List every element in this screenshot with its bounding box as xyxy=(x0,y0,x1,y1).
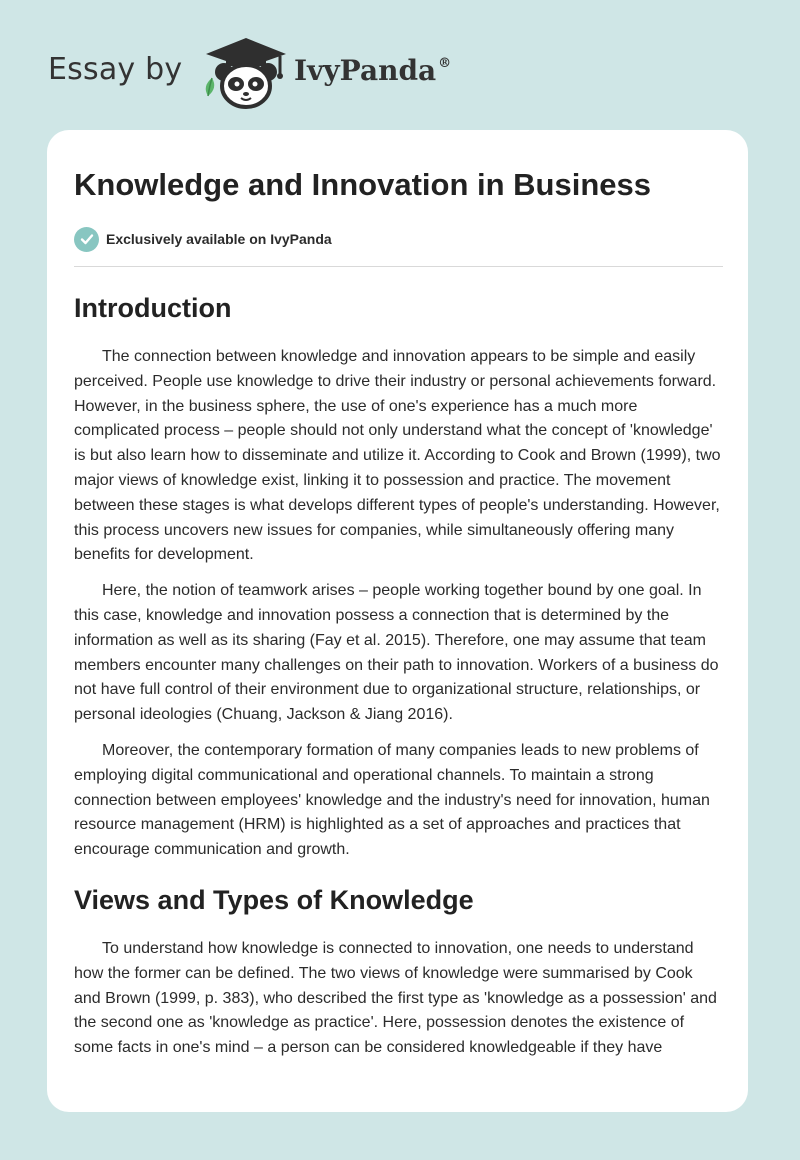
paragraph: Here, the notion of teamwork arises – people working together bound by one goal. In this case, knowledge and innovation possess a connection that is determined by the information as well as its sharing (Fay et al. 2015). Therefore, one may assume that team members encounter many challenges on their path to innovation. Workers of a business do not have full control of their environment due to organizational structure, relationships, or personal ideologies (Chuang, Jackson & Jiang 2016). xyxy=(74,582,719,724)
site-header xyxy=(0,0,800,130)
exclusive-badge xyxy=(74,226,723,252)
check-icon xyxy=(74,227,99,252)
article-body xyxy=(74,166,723,1061)
paragraph: The connection between knowledge and innovation appears to be simple and easily perceived. People use knowledge to drive their industry or personal achievements forward. However, in the business sphere, the use of one's experience has a much more complicated process – people should not only understand what the concept of 'knowledge' is but also learn how to disseminate and utilize it. According to Cook and Brown (1999), two major views of knowledge exist, linking it to possession and practice. The movement between these stages is what develops different types of people's understanding. However, this process uncovers new issues for companies, while simultaneously offering many benefits for development. xyxy=(74,348,721,564)
badge-text: Exclusively available on IvyPanda xyxy=(106,231,332,247)
divider xyxy=(74,266,723,267)
paragraph: To understand how knowledge is connected to innovation, one needs to understand how the former can be defined. The two views of knowledge were summarised by Cook and Brown (1999, p. 383), who described the first type as 'knowledge as a possession' and the second one as 'knowledge as practice'. Here, possession denotes the existence of some facts in one's mind – a person can be considered knowledgeable if they have xyxy=(74,939,717,1057)
brand-name: IvyPanda ® xyxy=(294,54,452,87)
article-card xyxy=(47,130,748,1112)
section-heading: Introduction xyxy=(74,293,232,323)
paragraph: Moreover, the contemporary formation of many companies leads to new problems of employing digital communicational and operational channels. To maintain a strong connection between employees' knowledge and the industry's need for innovation, human resource management (HRM) is highlighted as a set of approaches and practices that encourage communication and growth. xyxy=(74,741,710,859)
panda-graduate-icon[interactable] xyxy=(200,34,292,110)
page-title: Knowledge and Innovation in Business xyxy=(74,167,651,202)
section-heading: Views and Types of Knowledge xyxy=(74,884,474,915)
brand-prefix: Essay by xyxy=(48,52,183,87)
